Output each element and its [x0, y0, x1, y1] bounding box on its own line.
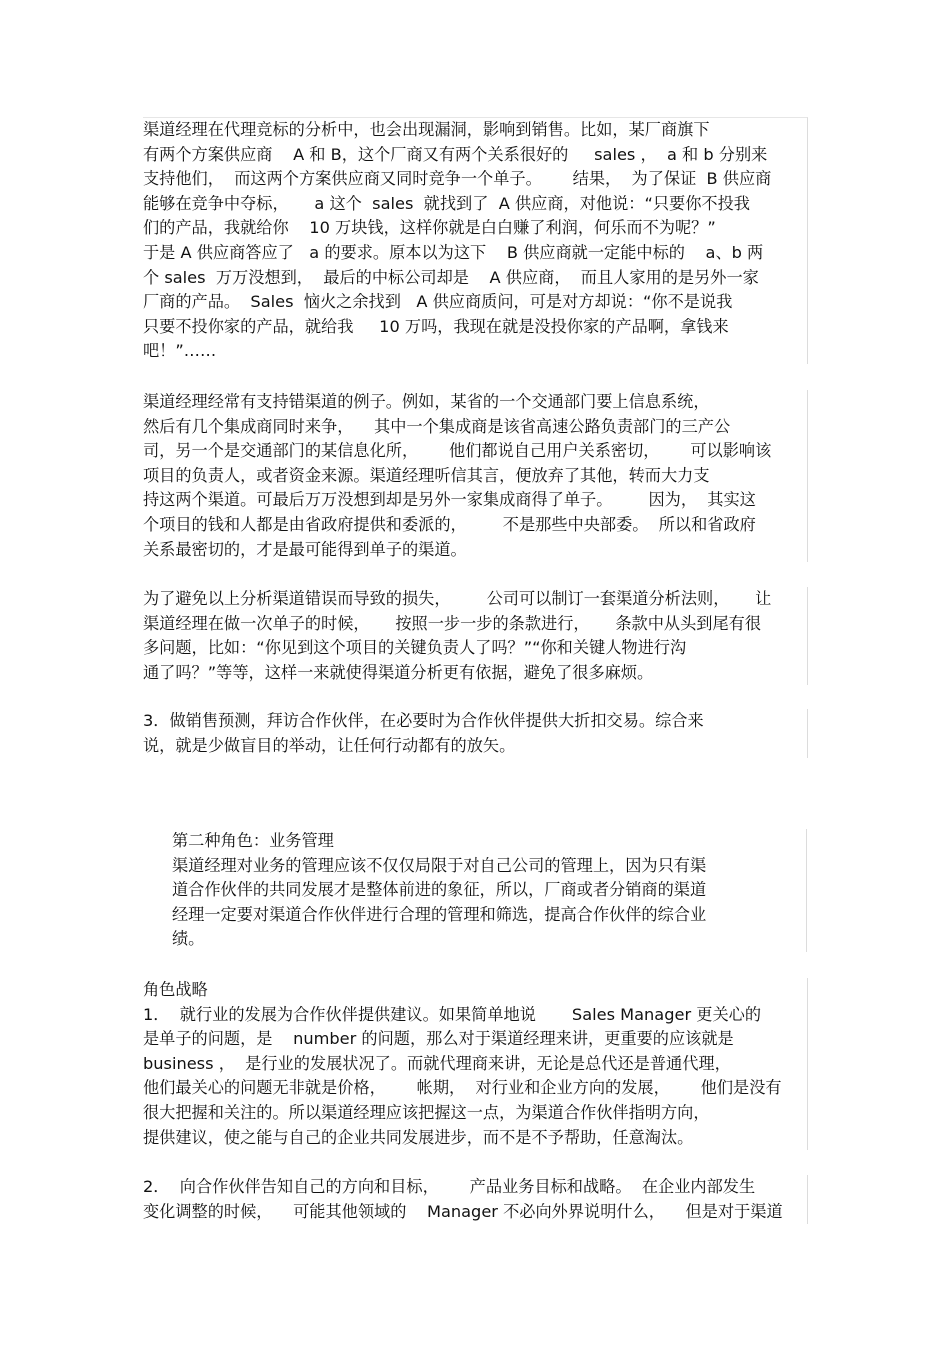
- text-line: 渠道经理在代理竞标的分析中，也会出现漏洞，影响到销售。比如，某厂商旗下: [143, 120, 710, 139]
- section-heading: 第二种角色：业务管理: [172, 831, 334, 850]
- text-line: 渠道经理在做一次单子的时候， 按照一步一步的条款进行， 条款中从头到尾有很: [143, 613, 762, 633]
- paragraph-bidding-analysis: [143, 117, 808, 364]
- section-second-role: [172, 829, 807, 952]
- text-line: 支持他们， 而这两个方案供应商又同时竞争一个单子。 结果， 为了保证 B 供应商: [143, 169, 772, 189]
- text-line: 渠道经理经常有支持错渠道的例子。例如，某省的一个交通部门要上信息系统，: [143, 392, 710, 411]
- paragraph-direction-goals: [143, 1175, 808, 1224]
- text-line: 为了避免以上分析渠道错误而导致的损失， 公司可以制订一套渠道分析法则， 让: [143, 589, 772, 608]
- text-line: 吧！”……: [143, 341, 217, 361]
- paragraph-wrong-channel: [143, 390, 808, 562]
- text-line: 们的产品，我就给你 10 万块钱，这样你就是白白赚了利润，何乐而不为呢？”: [143, 218, 716, 238]
- text-line: 关系最密切的，才是最可能得到单子的渠道。: [143, 539, 467, 559]
- text-line: 能够在竞争中夺标， a 这个 sales 就找到了 A 供应商，对他说：“只要你不投我: [143, 193, 750, 213]
- text-line: 变化调整的时候， 可能其他领域的 Manager 不必向外界说明什么， 但是对于渠道: [143, 1201, 783, 1221]
- text-line: 持这两个渠道。可最后万万没想到却是另外一家集成商得了单子。 因为， 其实这: [143, 490, 756, 510]
- section-role-strategy: [143, 978, 808, 1150]
- text-line: 道合作伙伴的共同发展才是整体前进的象征，所以，厂商或者分销商的渠道: [172, 880, 707, 900]
- paragraph-analysis-rules: [143, 587, 808, 685]
- text-line: 提供建议，使之能与自己的企业共同发展进步，而不是不予帮助，任意淘汰。: [143, 1127, 694, 1147]
- text-line: 是单子的问题，是 number 的问题，那么对于渠道经理来讲，更重要的应该就是: [143, 1029, 734, 1049]
- text-line: 他们最关心的问题无非就是价格， 帐期， 对行业和企业方向的发展， 他们是没有: [143, 1078, 782, 1098]
- text-line: 厂商的产品。 Sales 恼火之余找到 A 供应商质问，可是对方却说：“你不是说我: [143, 292, 733, 312]
- text-line: 司，另一个是交通部门的某信息化所， 他们都说自己用户关系密切， 可以影响该: [143, 441, 772, 461]
- text-line: 个 sales 万万没想到， 最后的中标公司却是 A 供应商， 而且人家用的是另外一家: [143, 267, 759, 287]
- text-line: 很大把握和关注的。所以渠道经理应该把握这一点，为渠道合作伙伴指明方向，: [143, 1102, 710, 1122]
- text-line: 说，就是少做盲目的举动，让任何行动都有的放矢。: [143, 735, 516, 755]
- text-line: 绩。: [172, 929, 205, 949]
- text-line: 有两个方案供应商 A 和 B，这个厂商又有两个关系很好的 sales ， a 和 b 分别来: [143, 144, 768, 164]
- text-line: 经理一定要对渠道合作伙伴进行合理的管理和筛选，提高合作伙伴的综合业: [172, 904, 707, 924]
- text-line: business ， 是行业的发展状况了。而就代理商来讲，无论是总代还是普通代理，: [143, 1053, 731, 1073]
- text-line: 个项目的钱和人都是由省政府提供和委派的， 不是那些中央部委。 所以和省政府: [143, 514, 756, 534]
- text-line: 项目的负责人，或者资金来源。渠道经理听信其言，便放弃了其他，转而大力支: [143, 465, 710, 485]
- text-line: 渠道经理对业务的管理应该不仅仅局限于对自己公司的管理上，因为只有渠: [172, 855, 707, 875]
- text-line: 2． 向合作伙伴告知自己的方向和目标， 产品业务目标和战略。 在企业内部发生: [143, 1177, 756, 1196]
- text-line: 3．做销售预测，拜访合作伙伴，在必要时为合作伙伴提供大折扣交易。综合来: [143, 711, 704, 730]
- text-line: 1． 就行业的发展为合作伙伴提供建议。如果简单地说 Sales Manager 更关心的: [143, 1004, 761, 1024]
- text-line: 只要不投你家的产品，就给我 10 万吗，我现在就是没投你家的产品啊，拿钱来: [143, 316, 729, 336]
- text-line: 通了吗？”等等，这样一来就使得渠道分析更有依据，避免了很多麻烦。: [143, 662, 654, 682]
- text-line: 于是 A 供应商答应了 a 的要求。原本以为这下 B 供应商就一定能中标的 a、b 两: [143, 242, 764, 262]
- text-line: 多问题，比如：“你见到这个项目的关键负责人了吗？”“你和关键人物进行沟: [143, 638, 687, 658]
- section-heading: 角色战略: [143, 980, 208, 999]
- text-line: 然后有几个集成商同时来争， 其中一个集成商是该省高速公路负责部门的三产公: [143, 416, 731, 436]
- paragraph-sales-forecast: [143, 709, 808, 758]
